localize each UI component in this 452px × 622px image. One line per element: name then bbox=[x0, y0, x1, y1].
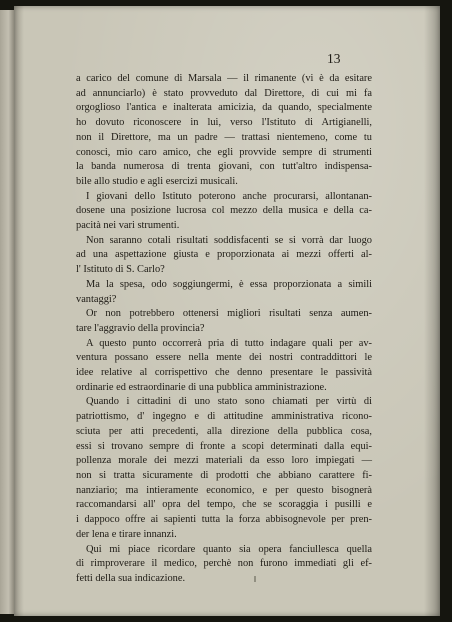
text-line: Non saranno cotali risultati soddisfacenti se si vorrà dar luogo bbox=[86, 234, 372, 246]
text-line: der lena e tirare innanzi. bbox=[76, 528, 177, 540]
text-line: di rimproverare il medico, perchè non furono immediati gli ef- bbox=[76, 558, 372, 570]
text-line: orgoglioso l'antica e inalterata amicizia, da quando, specialmente bbox=[76, 102, 372, 114]
text-line: ad annunciarlo) è stato provveduto dal Direttore, di cui mi fa bbox=[76, 87, 372, 99]
text-line: bile allo studio e agli esercizi musicali. bbox=[76, 175, 238, 187]
text-line: A questo punto occorrerà pria di tutto indagare quali per av- bbox=[86, 337, 372, 349]
text-line: pacità nei vari strumenti. bbox=[76, 220, 180, 232]
previous-page-edge bbox=[0, 10, 15, 614]
text-line: Qui mi piace ricordare quanto sia opera fanciullesca quella bbox=[86, 543, 372, 555]
text-line: essi si trovano sempre di fronte a scopi determinati dalla equi- bbox=[76, 440, 372, 452]
text-line: la banda numerosa di trenta giovani, con tutt'altro indispensa- bbox=[76, 161, 372, 173]
text-line: ho dovuto riconoscere in lui, verso l'Istituto di Artigianelli, bbox=[76, 117, 372, 129]
text-line: vantaggi? bbox=[76, 293, 117, 305]
text-line: ad una aspettazione giusta e proporzionata ai mezzi offerti al- bbox=[76, 249, 372, 261]
text-line: sciuta per atti precedenti, alla direzione della pubblica cosa, bbox=[76, 425, 372, 437]
text-line: I giovani dello Istituto poterono anche procurarsi, allontanan- bbox=[86, 190, 372, 202]
text-line: pollenza morale dei mezzi materiali da esso loro impiegati — bbox=[76, 455, 372, 467]
body-text bbox=[76, 72, 372, 587]
text-line: l' Istituto di S. Carlo? bbox=[76, 264, 165, 276]
text-line: ventura possano essere nella mente dei nostri contraddittori le bbox=[76, 352, 372, 364]
text-line: idee relative al corrispettivo che denno presentare le passività bbox=[76, 367, 372, 379]
text-line: dosene una posizione lucrosa col mezzo della musica e della ca- bbox=[76, 205, 372, 217]
paper-mark bbox=[254, 576, 256, 582]
text-line: ordinarie ed estraordinarie di una pubblica amministrazione. bbox=[76, 381, 327, 393]
text-line: fetti della sua indicazione. bbox=[76, 572, 186, 584]
text-line: Ma la spesa, odo soggiungermi, è essa proporzionata a simili bbox=[86, 278, 372, 290]
text-line: conosci, mio caro amico, che egli provvide sempre di strumenti bbox=[76, 146, 372, 158]
text-line: Quando i cittadini di uno stato sono chiamati per virtù di bbox=[86, 396, 372, 408]
page-number: 13 bbox=[327, 51, 341, 66]
text-line: non il Direttore, ma un padre — trattasi nientemeno, come tu bbox=[76, 131, 372, 143]
book-page bbox=[14, 6, 440, 616]
text-line: non si tratta sicuramente di prodotti che abbiano carattere fi- bbox=[76, 469, 372, 481]
text-line: tare l'aggravio della provincia? bbox=[76, 322, 205, 334]
text-line: Or non potrebbero ottenersi migliori risultati senza aumen- bbox=[86, 308, 372, 320]
text-line: raccomandarsi all' opra del tempo, che se scoraggia i pusilli e bbox=[76, 499, 372, 511]
text-line: patriottismo, d' ingegno e di attitudine amministrativa ricono- bbox=[76, 411, 372, 423]
text-line: nanziario; ma intieramente economico, e per questo bisognerà bbox=[76, 484, 372, 496]
text-line: a carico del comune di Marsala — il rimanente (vi è da esitare bbox=[76, 73, 372, 84]
text-line: i dappoco offre ai sapienti tutta la forza abbisognevole per pren- bbox=[76, 514, 372, 526]
